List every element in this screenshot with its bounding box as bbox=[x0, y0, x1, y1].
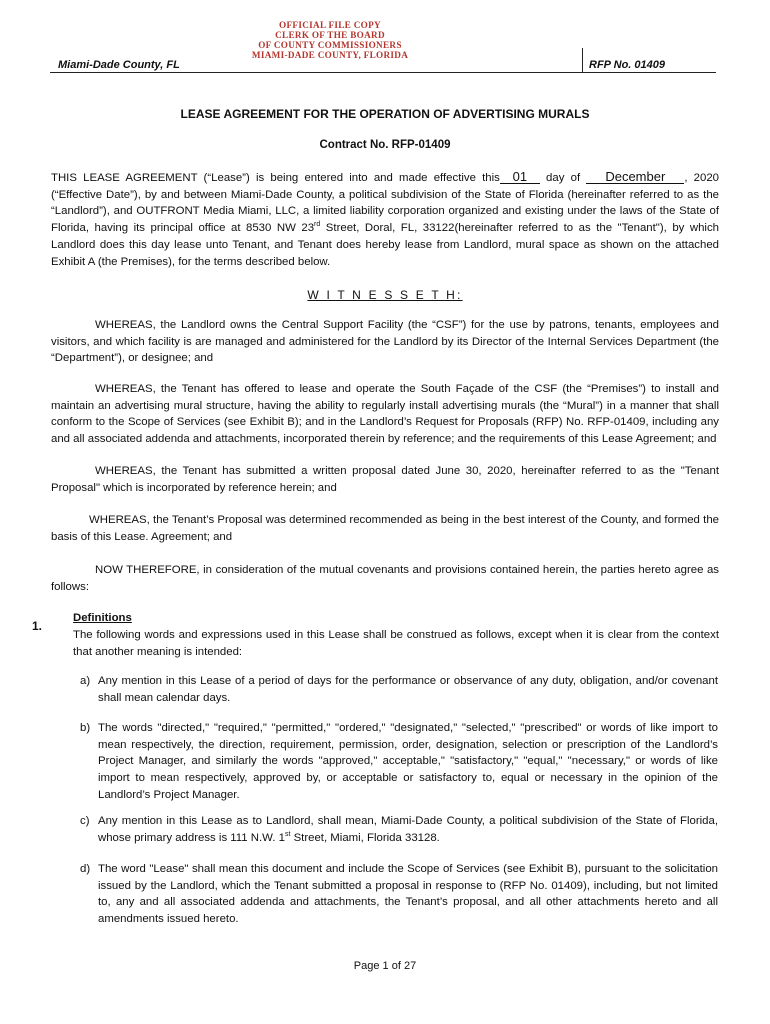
document-title: LEASE AGREEMENT FOR THE OPERATION OF ADVERTISING MURALS bbox=[180, 107, 590, 121]
whereas-paragraph: WHEREAS, the Tenant has offered to lease and operate the South Façade of the CSF (the “Premises”) to install and maintain an advertising mural structure, having the ability to regularly install advertising murals (the “Mural”) in a manner that shall conform to the Scope of Services (see Exhibit B); and in the Landlord’s Request for Proposals (RFP) No. RFP-01409, including any and all associated addenda and attachments, incorporated therein by reference; and the requirements of this Lease Agreement; and bbox=[51, 383, 719, 446]
ordinal-suffix: st bbox=[284, 830, 291, 838]
header-rfp-number: RFP No. 01409 bbox=[589, 59, 666, 71]
header-rule bbox=[50, 72, 716, 73]
now-therefore-paragraph: NOW THEREFORE, in consideration of the mutual covenants and provisions contained herein, the parties hereto agree as follows: bbox=[51, 564, 719, 593]
header-county: Miami-Dade County, FL bbox=[58, 59, 180, 71]
item-letter: d) bbox=[80, 863, 91, 875]
header-divider bbox=[582, 48, 583, 73]
item-letter: c) bbox=[80, 815, 90, 827]
intro-text: , 2020 (“Effective Date”), by and between Miami-Dade County, a political subdivision of the State of Florida (hereinafter referred to as the “Landlord”), and OUTFRONT Media Miami, LLC, a limited liability corporation organized and existing under the laws of the State of Florida, having its principal office at 8530 NW 23 bbox=[51, 172, 720, 235]
intro-text: THIS LEASE AGREEMENT (“Lease”) is being entered into and made effective this bbox=[51, 172, 500, 184]
stamp-line: MIAMI-DADE COUNTY, FLORIDA bbox=[251, 50, 409, 60]
definition-item: Any mention in this Lease of a period of days for the performance or observance of any duty, obligation, and/or covenant shall mean calendar days. bbox=[98, 675, 718, 704]
definition-item: The word "Lease" shall mean this document and include the Scope of Services (see Exhibit B), pursuant to the solicitation issued by the Landlord, which the Tenant submitted a proposal in response to (RFP No. 01409), including, but not limited to, any and all associated addenda and attachments, the Tenant’s proposal, and all other attachments hereto and all amendments issued hereto. bbox=[98, 863, 718, 926]
stamp-line: CLERK OF THE BOARD bbox=[275, 30, 385, 40]
stamp-line: OF COUNTY COMMISSIONERS bbox=[258, 40, 402, 50]
item-letter: b) bbox=[80, 722, 91, 734]
definition-item: The words "directed," "required," "permitted," "ordered," "designated," "selected," "prescribed" or words of like import to mean respectively, the direction, requirement, permission, order, designation, selection or prescription of the Landlord’s Project Manager, and similarly the words "approved," acceptable," "satisfactory," "equal," "necessary," or words of like import to mean respectively, approved by, or acceptable or satisfactory to, equal or necessary in the opinion of the Landlord’s Project Manager. bbox=[98, 722, 718, 801]
intro-paragraph bbox=[51, 170, 719, 270]
intro-text: day of bbox=[546, 172, 581, 184]
ordinal-suffix: rd bbox=[314, 221, 321, 229]
month-field: December bbox=[586, 170, 684, 184]
page-number: Page 1 of 27 bbox=[353, 960, 417, 972]
definition-item: Any mention in this Lease as to Landlord, shall mean, Miami-Dade County, a political subdivision of the State of Florida, whose primary address is 111 N.W. 1st Street, Miami, Florida 33128. bbox=[98, 815, 718, 844]
intro-text: Street, Doral, FL, 33122(hereinafter referred to as the "Tenant"), by which Landlord does this day lease unto Tenant, and Tenant does hereby lease from Landlord, mural space as shown on the attached Exhibit A (the Premises), for the terms described below. bbox=[51, 222, 719, 268]
stamp-line: OFFICIAL FILE COPY bbox=[279, 20, 381, 30]
section-number: 1. bbox=[32, 619, 43, 633]
whereas-paragraph: WHEREAS, the Tenant’s Proposal was determined recommended as being in the best interest of the County, and formed the basis of this Lease. Agreement; and bbox=[51, 514, 719, 543]
section-title: Definitions bbox=[73, 612, 132, 624]
whereas-paragraph: WHEREAS, the Landlord owns the Central Support Facility (the “CSF”) for the use by patrons, tenants, employees and visitors, and which facility is are managed and administered for the Landlord by its Director of the Internal Services Department (the “Department”), or designee; and bbox=[51, 319, 719, 365]
day-field: 01 bbox=[500, 170, 540, 184]
clerk-stamp bbox=[240, 20, 420, 60]
witnesseth-heading: W I T N E S S E T H: bbox=[307, 288, 463, 302]
whereas-paragraph: WHEREAS, the Tenant has submitted a written proposal dated June 30, 2020, hereinafter referred to as the "Tenant Proposal" which is incorporated by reference herein; and bbox=[51, 465, 719, 494]
section-intro: The following words and expressions used in this Lease shall be construed as follows, except when it is clear from the context that another meaning is intended: bbox=[73, 629, 719, 658]
contract-number: Contract No. RFP-01409 bbox=[319, 139, 451, 151]
item-letter: a) bbox=[80, 675, 91, 687]
